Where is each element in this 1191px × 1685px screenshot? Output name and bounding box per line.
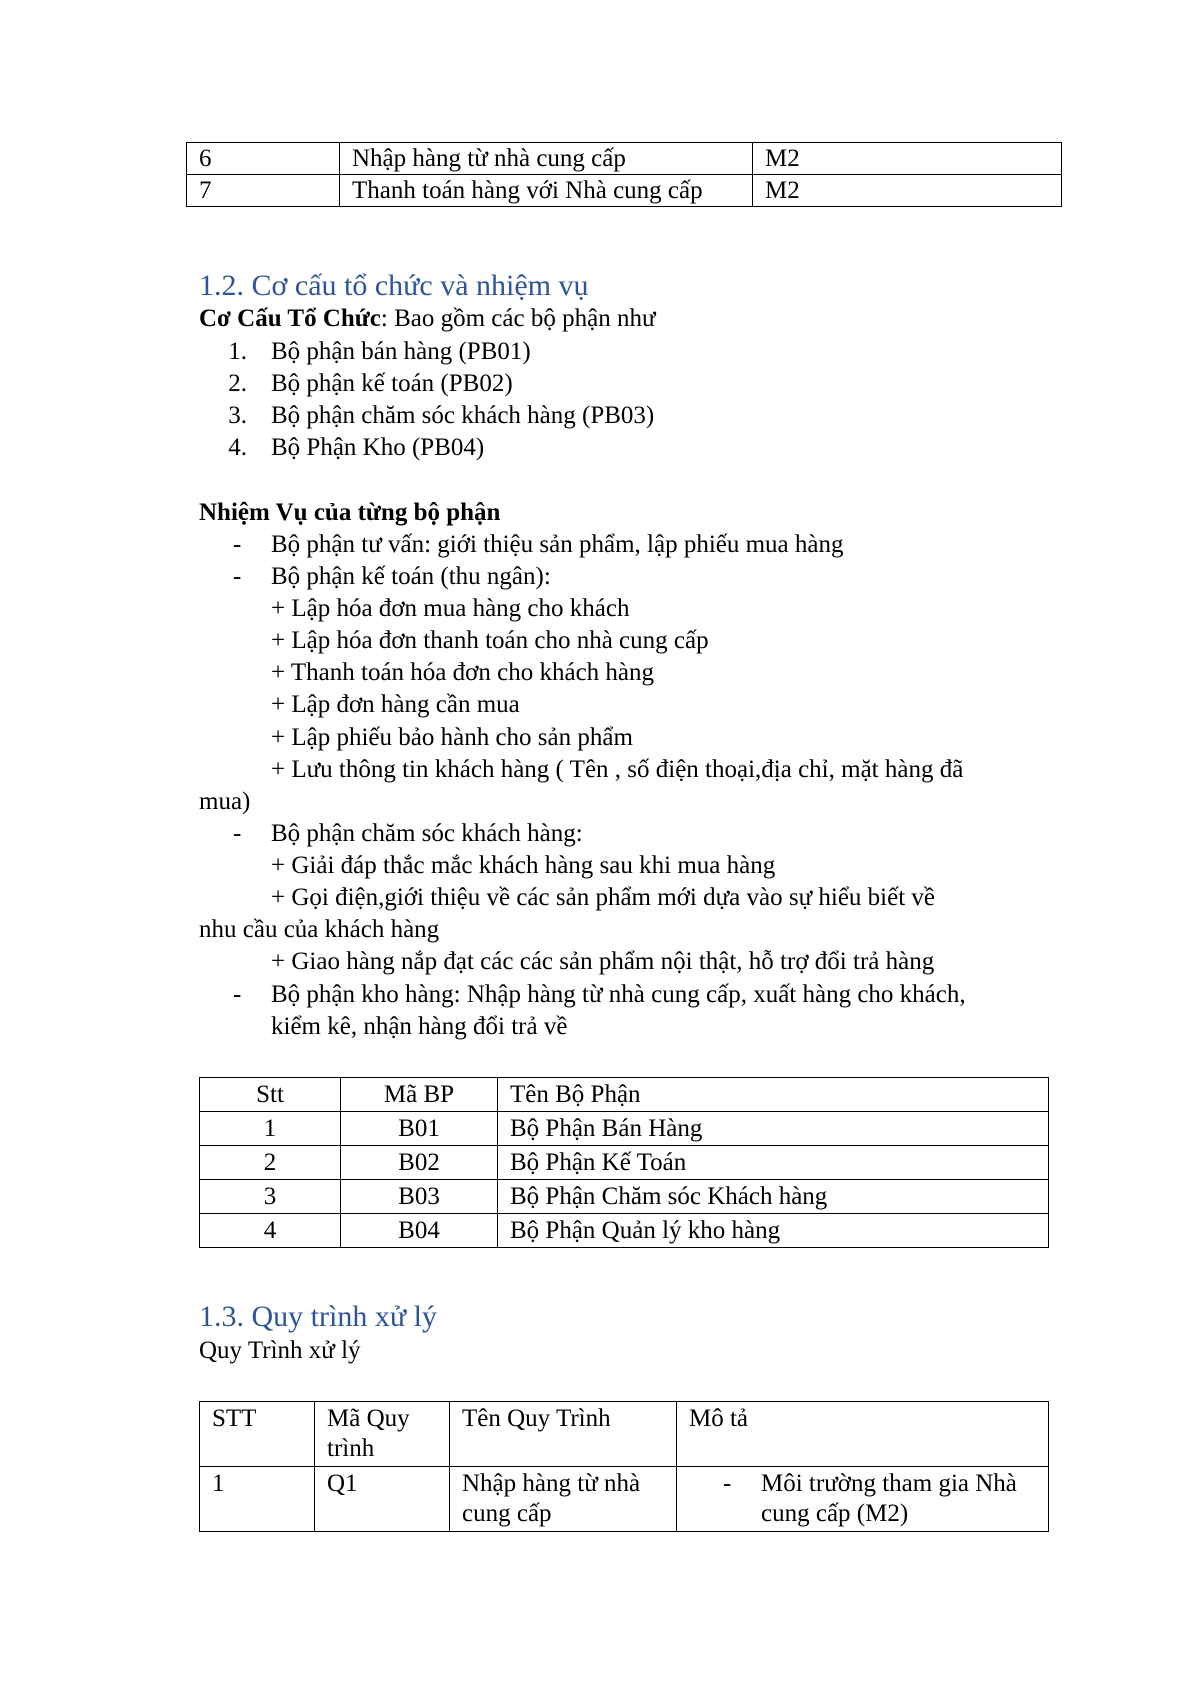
header-code: Mã Quy trình (315, 1402, 450, 1467)
list-number: 2. (228, 370, 247, 397)
list-item (228, 336, 531, 368)
accounting-task: + Lập hóa đơn thanh toán cho nhà cung cấp (271, 627, 709, 654)
cell-stt: 3 (200, 1180, 341, 1214)
row-number: 7 (187, 175, 340, 207)
list-text: Bộ phận kế toán (PB02) (271, 370, 513, 397)
table-row (200, 1146, 1049, 1180)
cell-name: Nhập hàng từ nhà cung cấp (450, 1467, 677, 1532)
duty-warehouse (199, 979, 1079, 1011)
accounting-task-cont: mua) (199, 788, 251, 815)
department-table (199, 1077, 1049, 1248)
table-row (200, 1112, 1049, 1146)
list-text: Bộ phận bán hàng (PB01) (271, 338, 531, 365)
duty-advice (199, 529, 1079, 561)
accounting-task: + Lập đơn hàng cần mua (271, 691, 520, 718)
table-header-row (200, 1078, 1049, 1112)
dash-bullet: - (233, 981, 242, 1008)
cell-code: B03 (341, 1180, 498, 1214)
cell-stt: 1 (200, 1112, 341, 1146)
structure-text: : Bao gồm các bộ phận như (380, 305, 656, 332)
care-task-cont: nhu cầu của khách hàng (199, 916, 440, 943)
table-row (200, 1467, 1049, 1532)
cell-stt: 2 (200, 1146, 341, 1180)
duty-text: Bộ phận tư vấn: giới thiệu sản phẩm, lập phiếu mua hàng (271, 531, 844, 558)
dash-bullet: - (233, 563, 242, 590)
header-name: Tên Quy Trình (450, 1402, 677, 1467)
structure-intro (199, 303, 656, 335)
header-code: Mã BP (341, 1078, 498, 1112)
cell-desc (677, 1467, 1049, 1532)
cell-name: Bộ Phận Kế Toán (498, 1146, 1049, 1180)
list-text: Bộ Phận Kho (PB04) (271, 434, 485, 461)
accounting-task: + Lưu thông tin khách hàng ( Tên , số điện thoại,địa chỉ, mặt hàng đã (271, 756, 964, 783)
cell-code: Q1 (315, 1467, 450, 1532)
duty-text: Bộ phận kế toán (thu ngân): (271, 563, 551, 590)
list-number: 4. (228, 434, 247, 461)
duties-heading: Nhiệm Vụ của từng bộ phận (199, 499, 501, 526)
cell-code: B04 (341, 1214, 498, 1248)
duty-text: Bộ phận kho hàng: Nhập hàng từ nhà cung cấp, xuất hàng cho khách, (271, 981, 966, 1008)
cell-name: Bộ Phận Quản lý kho hàng (498, 1214, 1049, 1248)
table-row (187, 175, 1062, 207)
table-row (200, 1180, 1049, 1214)
dash-bullet: - (723, 1470, 732, 1497)
table-header-row (200, 1402, 1049, 1467)
duty-care (199, 818, 1079, 850)
list-number: 1. (228, 338, 247, 365)
list-item (228, 368, 513, 400)
cell-name: Bộ Phận Bán Hàng (498, 1112, 1049, 1146)
table-row (187, 143, 1062, 175)
duty-accounting (199, 561, 1079, 593)
accounting-task: + Thanh toán hóa đơn cho khách hàng (271, 659, 655, 686)
care-task: + Gọi điện,giới thiệu về các sản phẩm mới dựa vào sự hiểu biết về (271, 884, 936, 911)
list-text: Bộ phận chăm sóc khách hàng (PB03) (271, 402, 655, 429)
section-heading-1-3: 1.3. Quy trình xử lý (199, 1300, 437, 1333)
duty-warehouse-cont: kiểm kê, nhận hàng đổi trả về (271, 1013, 568, 1040)
cell-stt: 1 (200, 1467, 315, 1532)
accounting-task: + Lập phiếu bảo hành cho sản phẩm (271, 724, 633, 751)
dash-bullet: - (233, 820, 242, 847)
header-desc: Mô tả (677, 1402, 1049, 1467)
list-item (228, 432, 485, 464)
cell-stt: 4 (200, 1214, 341, 1248)
care-task: + Giao hàng nắp đạt các các sản phẩm nội thật, hỗ trợ đổi trả hàng (271, 948, 935, 975)
row-code: M2 (753, 175, 1062, 207)
accounting-task: + Lập hóa đơn mua hàng cho khách (271, 595, 630, 622)
cell-code: B02 (341, 1146, 498, 1180)
row-name: Nhập hàng từ nhà cung cấp (340, 143, 753, 175)
row-number: 6 (187, 143, 340, 175)
list-number: 3. (228, 402, 247, 429)
section-subtitle: Quy Trình xử lý (199, 1337, 361, 1364)
row-name: Thanh toán hàng với Nhà cung cấp (340, 175, 753, 207)
desc-text: Môi trường tham gia Nhà cung cấp (M2) (761, 1470, 1017, 1527)
table-row (200, 1214, 1049, 1248)
row-code: M2 (753, 143, 1062, 175)
section-heading-1-2: 1.2. Cơ cấu tổ chức và nhiệm vụ (199, 269, 589, 302)
header-stt: STT (200, 1402, 315, 1467)
list-item (228, 400, 655, 432)
cell-name: Bộ Phận Chăm sóc Khách hàng (498, 1180, 1049, 1214)
care-task: + Giải đáp thắc mắc khách hàng sau khi mua hàng (271, 852, 776, 879)
process-table (199, 1401, 1049, 1532)
structure-label: Cơ Cấu Tổ Chức (199, 305, 381, 332)
cell-code: B01 (341, 1112, 498, 1146)
header-stt: Stt (200, 1078, 341, 1112)
duty-text: Bộ phận chăm sóc khách hàng: (271, 820, 583, 847)
header-name: Tên Bộ Phận (498, 1078, 1049, 1112)
dash-bullet: - (233, 531, 242, 558)
top-table (186, 142, 1062, 207)
